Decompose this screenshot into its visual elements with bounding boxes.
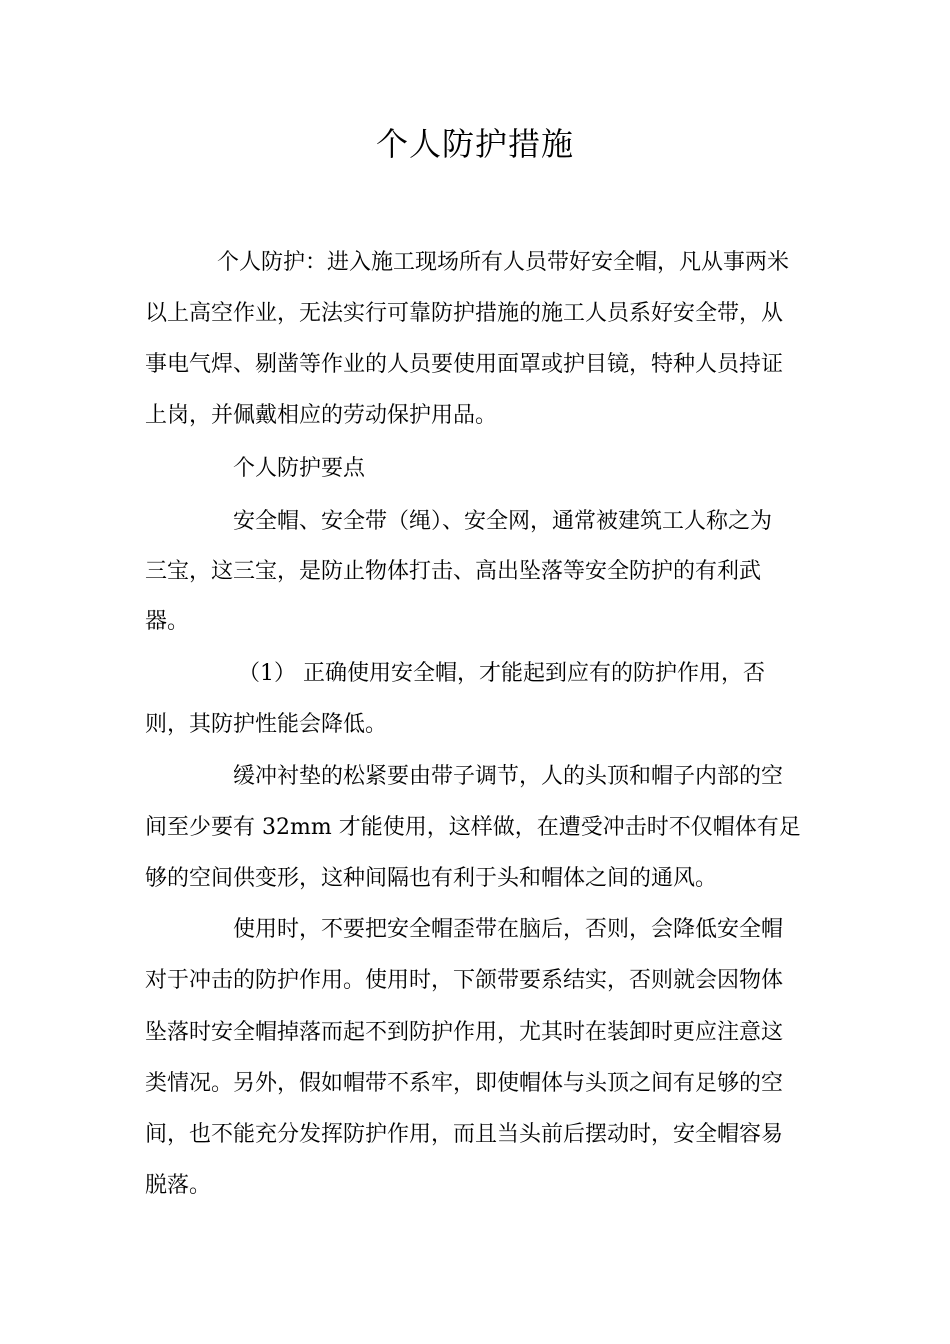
paragraph-line: 缓冲衬垫的松紧要由带子调节，人的头顶和帽子内部的空	[233, 764, 784, 789]
paragraph-line: 够的空间供变形，这种间隔也有利于头和帽体之间的通风。	[145, 866, 718, 891]
paragraph-line: 以上高空作业，无法实行可靠防护措施的施工人员系好安全带，从	[145, 301, 784, 326]
paragraph-line: 则，其防护性能会降低。	[145, 712, 388, 737]
paragraph-line: 坠落时安全帽掉落而起不到防护作用，尤其时在装卸时更应注意这	[145, 1020, 784, 1045]
paragraph-line: 间至少要有 32mm 才能使用，这样做，在遭受冲击时不仅帽体有足	[145, 815, 801, 840]
paragraph-line: 对于冲击的防护作用。使用时，下颌带要系结实，否则就会因物体	[145, 968, 784, 993]
paragraph-line: 器。	[145, 609, 190, 634]
paragraph-line: 上岗，并佩戴相应的劳动保护用品。	[145, 403, 498, 428]
paragraph-line: 脱落。	[145, 1173, 212, 1198]
document-title: 个人防护措施	[375, 125, 574, 163]
paragraph-line: 类情况。另外，假如帽带不系牢，即使帽体与头顶之间有足够的空	[145, 1071, 784, 1096]
paragraph-line: 三宝，这三宝，是防止物体打击、高出坠落等安全防护的有利武	[145, 559, 762, 584]
paragraph-line: 间，也不能充分发挥防护作用，而且当头前后摆动时，安全帽容易	[145, 1122, 784, 1147]
paragraph-line: （1） 正确使用安全帽，才能起到应有的防护作用，否	[238, 661, 765, 686]
paragraph-line: 安全帽、安全带（绳）、安全网，通常被建筑工人称之为	[233, 509, 773, 534]
paragraph-line: 个人防护：进入施工现场所有人员带好安全帽，凡从事两米	[217, 250, 790, 275]
paragraph-line: 事电气焊、剔凿等作业的人员要使用面罩或护目镜，特种人员持证	[145, 352, 784, 377]
section-heading: 个人防护要点	[233, 456, 366, 481]
paragraph-line: 使用时，不要把安全帽歪带在脑后，否则，会降低安全帽	[233, 917, 784, 942]
